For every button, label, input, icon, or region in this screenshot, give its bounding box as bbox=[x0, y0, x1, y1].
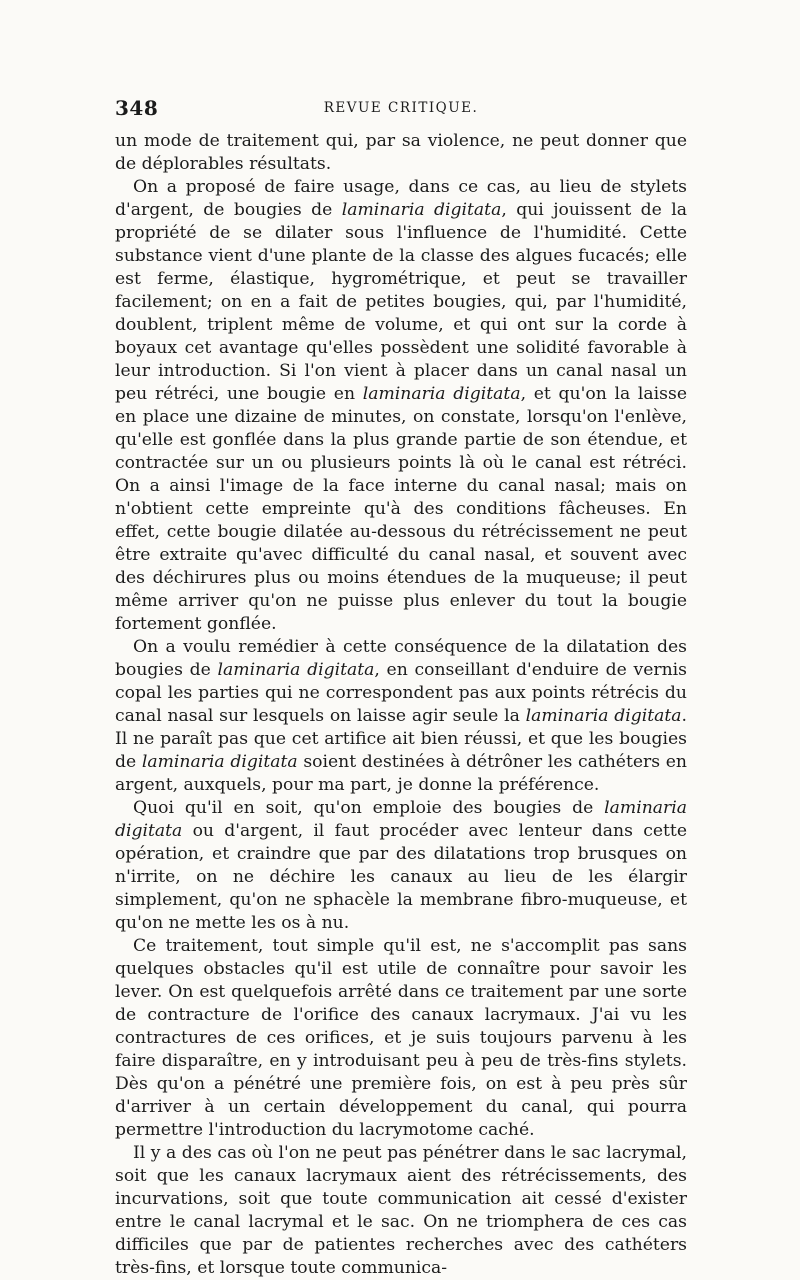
text-run: On a proposé de faire usage, dans ce cas, au lieu de stylets d'argent, de bougies de bbox=[115, 177, 687, 220]
paragraph bbox=[115, 130, 687, 176]
paragraph bbox=[115, 176, 687, 636]
text-run: Ce traitement, tout simple qu'il est, ne s'accomplit pas sans quelques obstacles qu'il est utile de connaître pour savoir les lever. On est quelquefois arrêté dans ce traitement par une sorte de contracture de l'orifice des canaux lacrymaux. J'ai vu les contractures de ces orifices, et je suis toujours parvenu à les faire disparaître, en y introduisant peu à peu de très-fins stylets. Dès qu'on a pénétré une première fois, on est à peu près sûr d'arriver à un certain développement du canal, qui pourra permettre l'introduction du lacrymotome caché. bbox=[115, 936, 687, 1140]
text-run: , et qu'on la laisse en place une dizaine de minutes, on constate, lorsqu'on l'enlève, qu'elle est gonflée dans la plus grande partie de son étendue, et contractée sur un ou plusieurs points là où le canal est rétréci. On a ainsi l'image de la face interne du canal nasal; mais on n'obtient cette empreinte qu'à des conditions fâcheuses. En effet, cette bougie dilatée au-dessous du rétrécissement ne peut être extraite qu'avec difficulté du canal nasal, et souvent avec des déchirures plus ou moins étendues de la muqueuse; il peut même arriver qu'on ne puisse plus enlever du tout la bougie fortement gonflée. bbox=[115, 384, 687, 634]
page-header bbox=[115, 96, 687, 130]
text-run: ou d'argent, il faut procéder avec lenteur dans cette opération, et craindre que par des dilatations trop brusques on n'irrite, on ne déchire les canaux au lieu de les élargir simplement, qu'on ne sphacèle la membrane fibro-muqueuse, et qu'on ne mette les os à nu. bbox=[115, 821, 687, 933]
text-run: Quoi qu'il en soit, qu'on emploie des bougies de bbox=[133, 798, 605, 818]
italic-term: laminaria digitata bbox=[141, 752, 298, 772]
italic-term: laminaria digitata bbox=[341, 200, 502, 220]
body-text bbox=[115, 130, 687, 1280]
paragraph bbox=[115, 1142, 687, 1280]
italic-term: laminaria digitata bbox=[362, 384, 521, 404]
italic-term: laminaria digitata bbox=[525, 706, 682, 726]
text-run: On a voulu remédier à cette conséquence de la dilatation des bougies de bbox=[115, 637, 687, 680]
book-page bbox=[115, 96, 687, 1280]
text-run: Il y a des cas où l'on ne peut pas pénétrer dans le sac lacrymal, soit que les canaux lacrymaux aient des rétrécissements, des incurvations, soit que toute communication ait cessé d'exister entre le canal lacrymal et le sac. On ne triomphera de ces cas difficiles que par de patientes recherches avec des cathéters très-fins, et lorsque toute communica- bbox=[115, 1143, 687, 1278]
paragraph bbox=[115, 636, 687, 797]
text-run: . Il ne paraît pas que cet artifice ait bien réussi, et que les bougies de bbox=[115, 706, 687, 772]
italic-term: laminaria digitata bbox=[217, 660, 375, 680]
text-run: , en conseillant d'enduire de vernis copal les parties qui ne correspondent pas aux points rétrécis du canal nasal sur lesquels on laisse agir seule la bbox=[115, 660, 687, 726]
paragraph bbox=[115, 797, 687, 935]
running-title: REVUE CRITIQUE. bbox=[323, 100, 479, 116]
page-number: 348 bbox=[115, 96, 159, 120]
text-run: un mode de traitement qui, par sa violence, ne peut donner que de déplorables résultats. bbox=[115, 131, 687, 174]
paragraph bbox=[115, 935, 687, 1142]
text-run: , qui jouissent de la propriété de se dilater sous l'influence de l'humidité. Cette substance vient d'une plante de la classe des algues fucacés; elle est ferme, élastique, hygrométrique, et peut se travailler facilement; on en a fait de petites bougies, qui, par l'humidité, doublent, triplent même de volume, et qui ont sur la corde à boyaux cet avantage qu'elles possèdent une solidité favorable à leur introduction. Si l'on vient à placer dans un canal nasal un peu rétréci, une bougie en bbox=[115, 200, 687, 404]
italic-term: laminaria digitata bbox=[115, 798, 687, 841]
text-run: soient destinées à détrôner les cathéters en argent, auxquels, pour ma part, je donne la préférence. bbox=[115, 752, 688, 795]
